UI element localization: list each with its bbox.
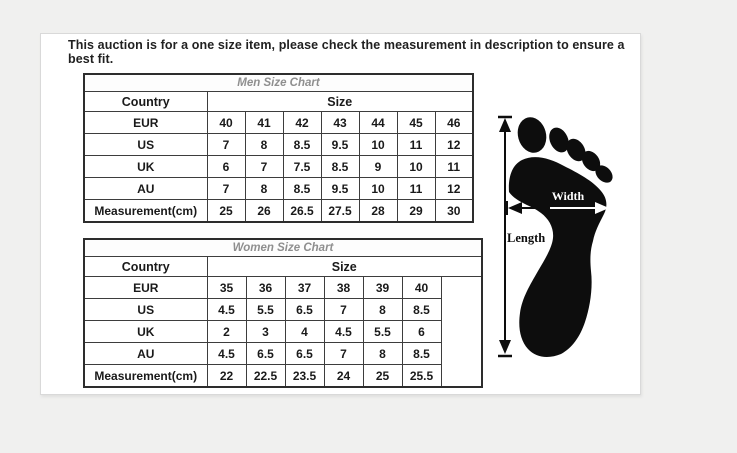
table-title-row <box>84 239 482 257</box>
size-cell: 41 <box>245 112 283 134</box>
row-label: EUR <box>84 112 207 134</box>
size-cell: 4.5 <box>207 343 246 365</box>
size-cell: 4.5 <box>324 321 363 343</box>
men-size-chart-table <box>83 73 474 223</box>
size-cell: 7 <box>245 156 283 178</box>
row-label: EUR <box>84 277 207 299</box>
size-cell: 6 <box>402 321 441 343</box>
table-header-row <box>84 257 482 277</box>
table-row <box>84 134 473 156</box>
size-cell: 8 <box>245 134 283 156</box>
table-row <box>84 156 473 178</box>
country-header: Country <box>84 92 207 112</box>
size-cell: 25 <box>207 200 245 223</box>
size-cell: 7 <box>324 343 363 365</box>
table-row <box>84 200 473 223</box>
size-cell: 11 <box>397 178 435 200</box>
size-cell: 23.5 <box>285 365 324 388</box>
size-cell: 5.5 <box>246 299 285 321</box>
size-cell: 35 <box>207 277 246 299</box>
row-label: Measurement(cm) <box>84 365 207 388</box>
size-cell: 25.5 <box>402 365 441 388</box>
foot-measurement-diagram <box>479 94 619 388</box>
size-cell: 2 <box>207 321 246 343</box>
size-cell: 30 <box>435 200 473 223</box>
table-row <box>84 112 473 134</box>
size-cell: 40 <box>402 277 441 299</box>
size-cell: 4 <box>285 321 324 343</box>
size-cell: 9.5 <box>321 178 359 200</box>
size-cell: 26 <box>245 200 283 223</box>
content-panel <box>40 33 641 395</box>
size-cell: 8.5 <box>283 134 321 156</box>
women-chart-title: Women Size Chart <box>84 239 482 257</box>
size-cell: 25 <box>363 365 402 388</box>
size-cell: 40 <box>207 112 245 134</box>
size-cell: 38 <box>324 277 363 299</box>
table-row <box>84 178 473 200</box>
size-cell: 26.5 <box>283 200 321 223</box>
width-label: Width <box>551 189 585 203</box>
size-cell: 8 <box>245 178 283 200</box>
size-cell: 22 <box>207 365 246 388</box>
auction-notice-text: This auction is for a one size item, please check the measurement in description to ensure a best fit. <box>68 38 625 66</box>
table-row <box>84 277 482 299</box>
size-cell: 7 <box>324 299 363 321</box>
size-cell: 8 <box>363 343 402 365</box>
size-cell: 7 <box>207 134 245 156</box>
size-cell: 6.5 <box>246 343 285 365</box>
size-cell: 9 <box>359 156 397 178</box>
size-cell: 7 <box>207 178 245 200</box>
country-header: Country <box>84 257 207 277</box>
size-cell: 8.5 <box>402 343 441 365</box>
table-row <box>84 365 482 388</box>
size-cell: 46 <box>435 112 473 134</box>
size-cell: 6 <box>207 156 245 178</box>
size-cell: 10 <box>397 156 435 178</box>
size-cell: 9.5 <box>321 134 359 156</box>
size-cell: 8.5 <box>321 156 359 178</box>
size-cell: 8.5 <box>402 299 441 321</box>
size-cell: 44 <box>359 112 397 134</box>
size-cell: 11 <box>435 156 473 178</box>
table-row <box>84 299 482 321</box>
size-cell: 43 <box>321 112 359 134</box>
table-row <box>84 321 482 343</box>
size-cell: 42 <box>283 112 321 134</box>
size-cell: 8.5 <box>283 178 321 200</box>
row-label: US <box>84 134 207 156</box>
size-cell: 10 <box>359 178 397 200</box>
size-cell: 12 <box>435 134 473 156</box>
size-cell: 37 <box>285 277 324 299</box>
table-header-row <box>84 92 473 112</box>
size-cell: 24 <box>324 365 363 388</box>
length-label: Length <box>507 231 546 245</box>
size-cell: 11 <box>397 134 435 156</box>
empty-size-cell <box>441 277 482 388</box>
size-cell: 36 <box>246 277 285 299</box>
women-size-chart-table <box>83 238 483 388</box>
row-label: AU <box>84 178 207 200</box>
row-label: Measurement(cm) <box>84 200 207 223</box>
row-label: AU <box>84 343 207 365</box>
size-cell: 7.5 <box>283 156 321 178</box>
row-label: UK <box>84 321 207 343</box>
size-cell: 27.5 <box>321 200 359 223</box>
size-cell: 22.5 <box>246 365 285 388</box>
size-cell: 10 <box>359 134 397 156</box>
row-label: US <box>84 299 207 321</box>
men-chart-title: Men Size Chart <box>84 74 473 92</box>
size-cell: 45 <box>397 112 435 134</box>
size-cell: 12 <box>435 178 473 200</box>
table-row <box>84 343 482 365</box>
size-cell: 6.5 <box>285 299 324 321</box>
size-header: Size <box>207 257 482 277</box>
size-cell: 3 <box>246 321 285 343</box>
size-cell: 28 <box>359 200 397 223</box>
size-cell: 39 <box>363 277 402 299</box>
size-cell: 29 <box>397 200 435 223</box>
table-title-row <box>84 74 473 92</box>
size-cell: 5.5 <box>363 321 402 343</box>
size-cell: 6.5 <box>285 343 324 365</box>
size-cell: 4.5 <box>207 299 246 321</box>
size-header: Size <box>207 92 473 112</box>
size-cell: 8 <box>363 299 402 321</box>
row-label: UK <box>84 156 207 178</box>
